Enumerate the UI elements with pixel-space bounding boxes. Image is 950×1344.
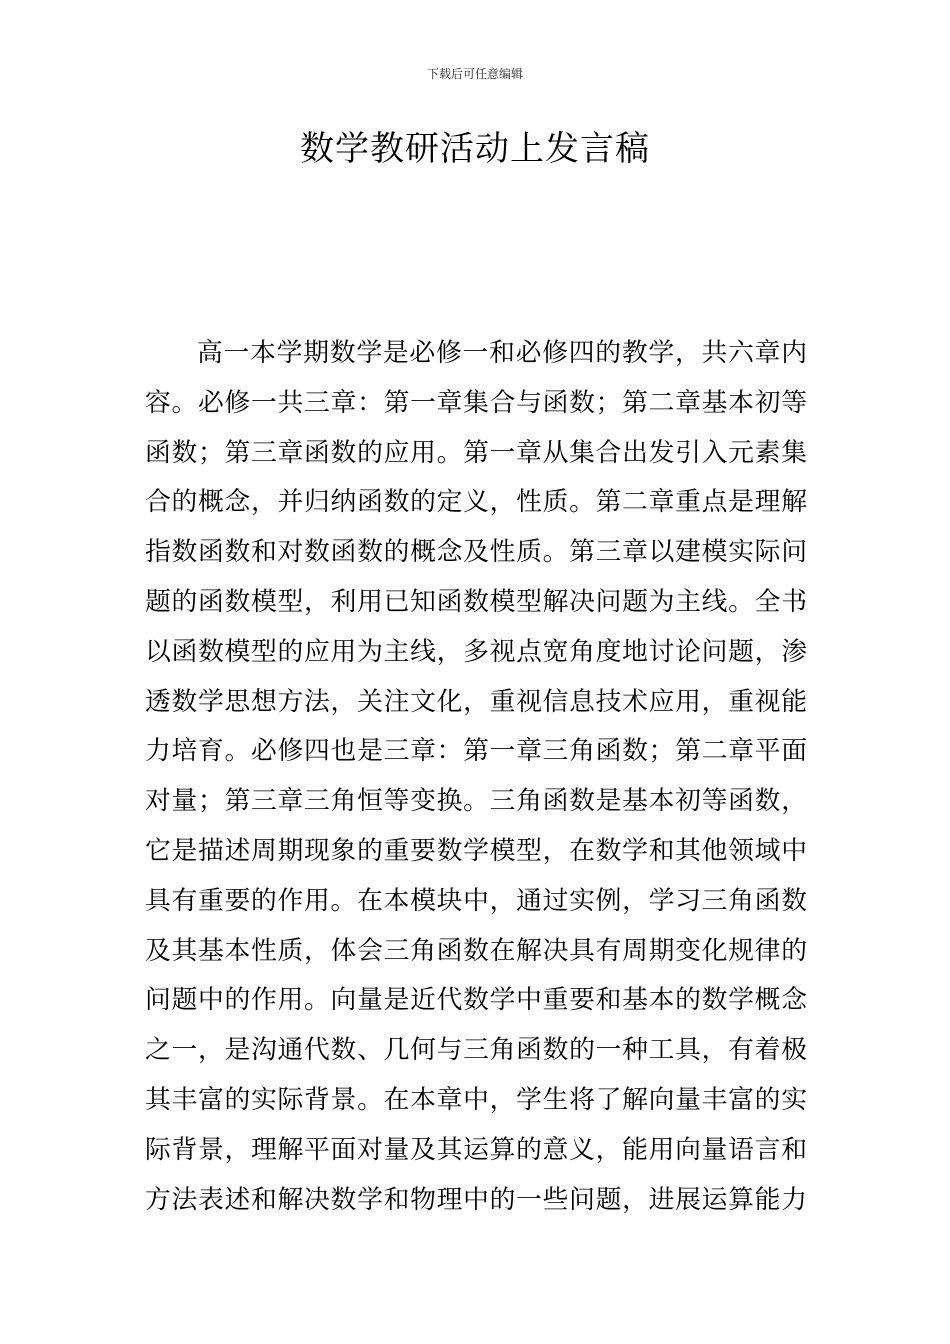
- paragraph-line: 具有重要的作用。在本模块中，通过实例，学习三角函数: [145, 885, 807, 916]
- paragraph-line: 际背景，理解平面对量及其运算的意义，能用向量语言和: [145, 1134, 807, 1165]
- paragraph-line: 以函数模型的应用为主线，多视点宽角度地讨论问题，渗: [145, 636, 807, 667]
- document-title: 数学教研活动上发言稿: [300, 129, 650, 169]
- paragraph-line: 其丰富的实际背景。在本章中，学生将了解向量丰富的实: [145, 1084, 807, 1115]
- paragraph-line: 合的概念，并归纳函数的定义，性质。第二章重点是理解: [145, 487, 807, 518]
- paragraph-line: 力培育。必修四也是三章：第一章三角函数；第二章平面: [145, 736, 807, 767]
- paragraph-line: 指数函数和对数函数的概念及性质。第三章以建模实际问: [145, 537, 807, 568]
- paragraph-line: 方法表述和解决数学和物理中的一些问题，进展运算能力: [145, 1184, 807, 1215]
- paragraph-line: 之一，是沟通代数、几何与三角函数的一种工具，有着极: [145, 1035, 807, 1066]
- header-note: 下载后可任意编辑: [426, 67, 523, 81]
- paragraph-line: 题的函数模型，利用已知函数模型解决问题为主线。全书: [145, 586, 807, 617]
- paragraph-line: 透数学思想方法，关注文化，重视信息技术应用，重视能: [145, 686, 807, 717]
- paragraph-line: 函数；第三章函数的应用。第一章从集合出发引入元素集: [145, 437, 807, 468]
- body-paragraph: [145, 329, 807, 1225]
- paragraph-line: 高一本学期数学是必修一和必修四的教学，共六章内: [197, 338, 807, 368]
- paragraph-line: 对量；第三章三角恒等变换。三角函数是基本初等函数，: [145, 786, 807, 817]
- paragraph-line: 它是描述周期现象的重要数学模型，在数学和其他领域中: [145, 835, 807, 866]
- paragraph-line: 问题中的作用。向量是近代数学中重要和基本的数学概念: [145, 985, 807, 1016]
- paragraph-line: 容。必修一共三章：第一章集合与函数；第二章基本初等: [145, 387, 807, 418]
- paragraph-line: 及其基本性质，体会三角函数在解决具有周期变化规律的: [145, 935, 807, 966]
